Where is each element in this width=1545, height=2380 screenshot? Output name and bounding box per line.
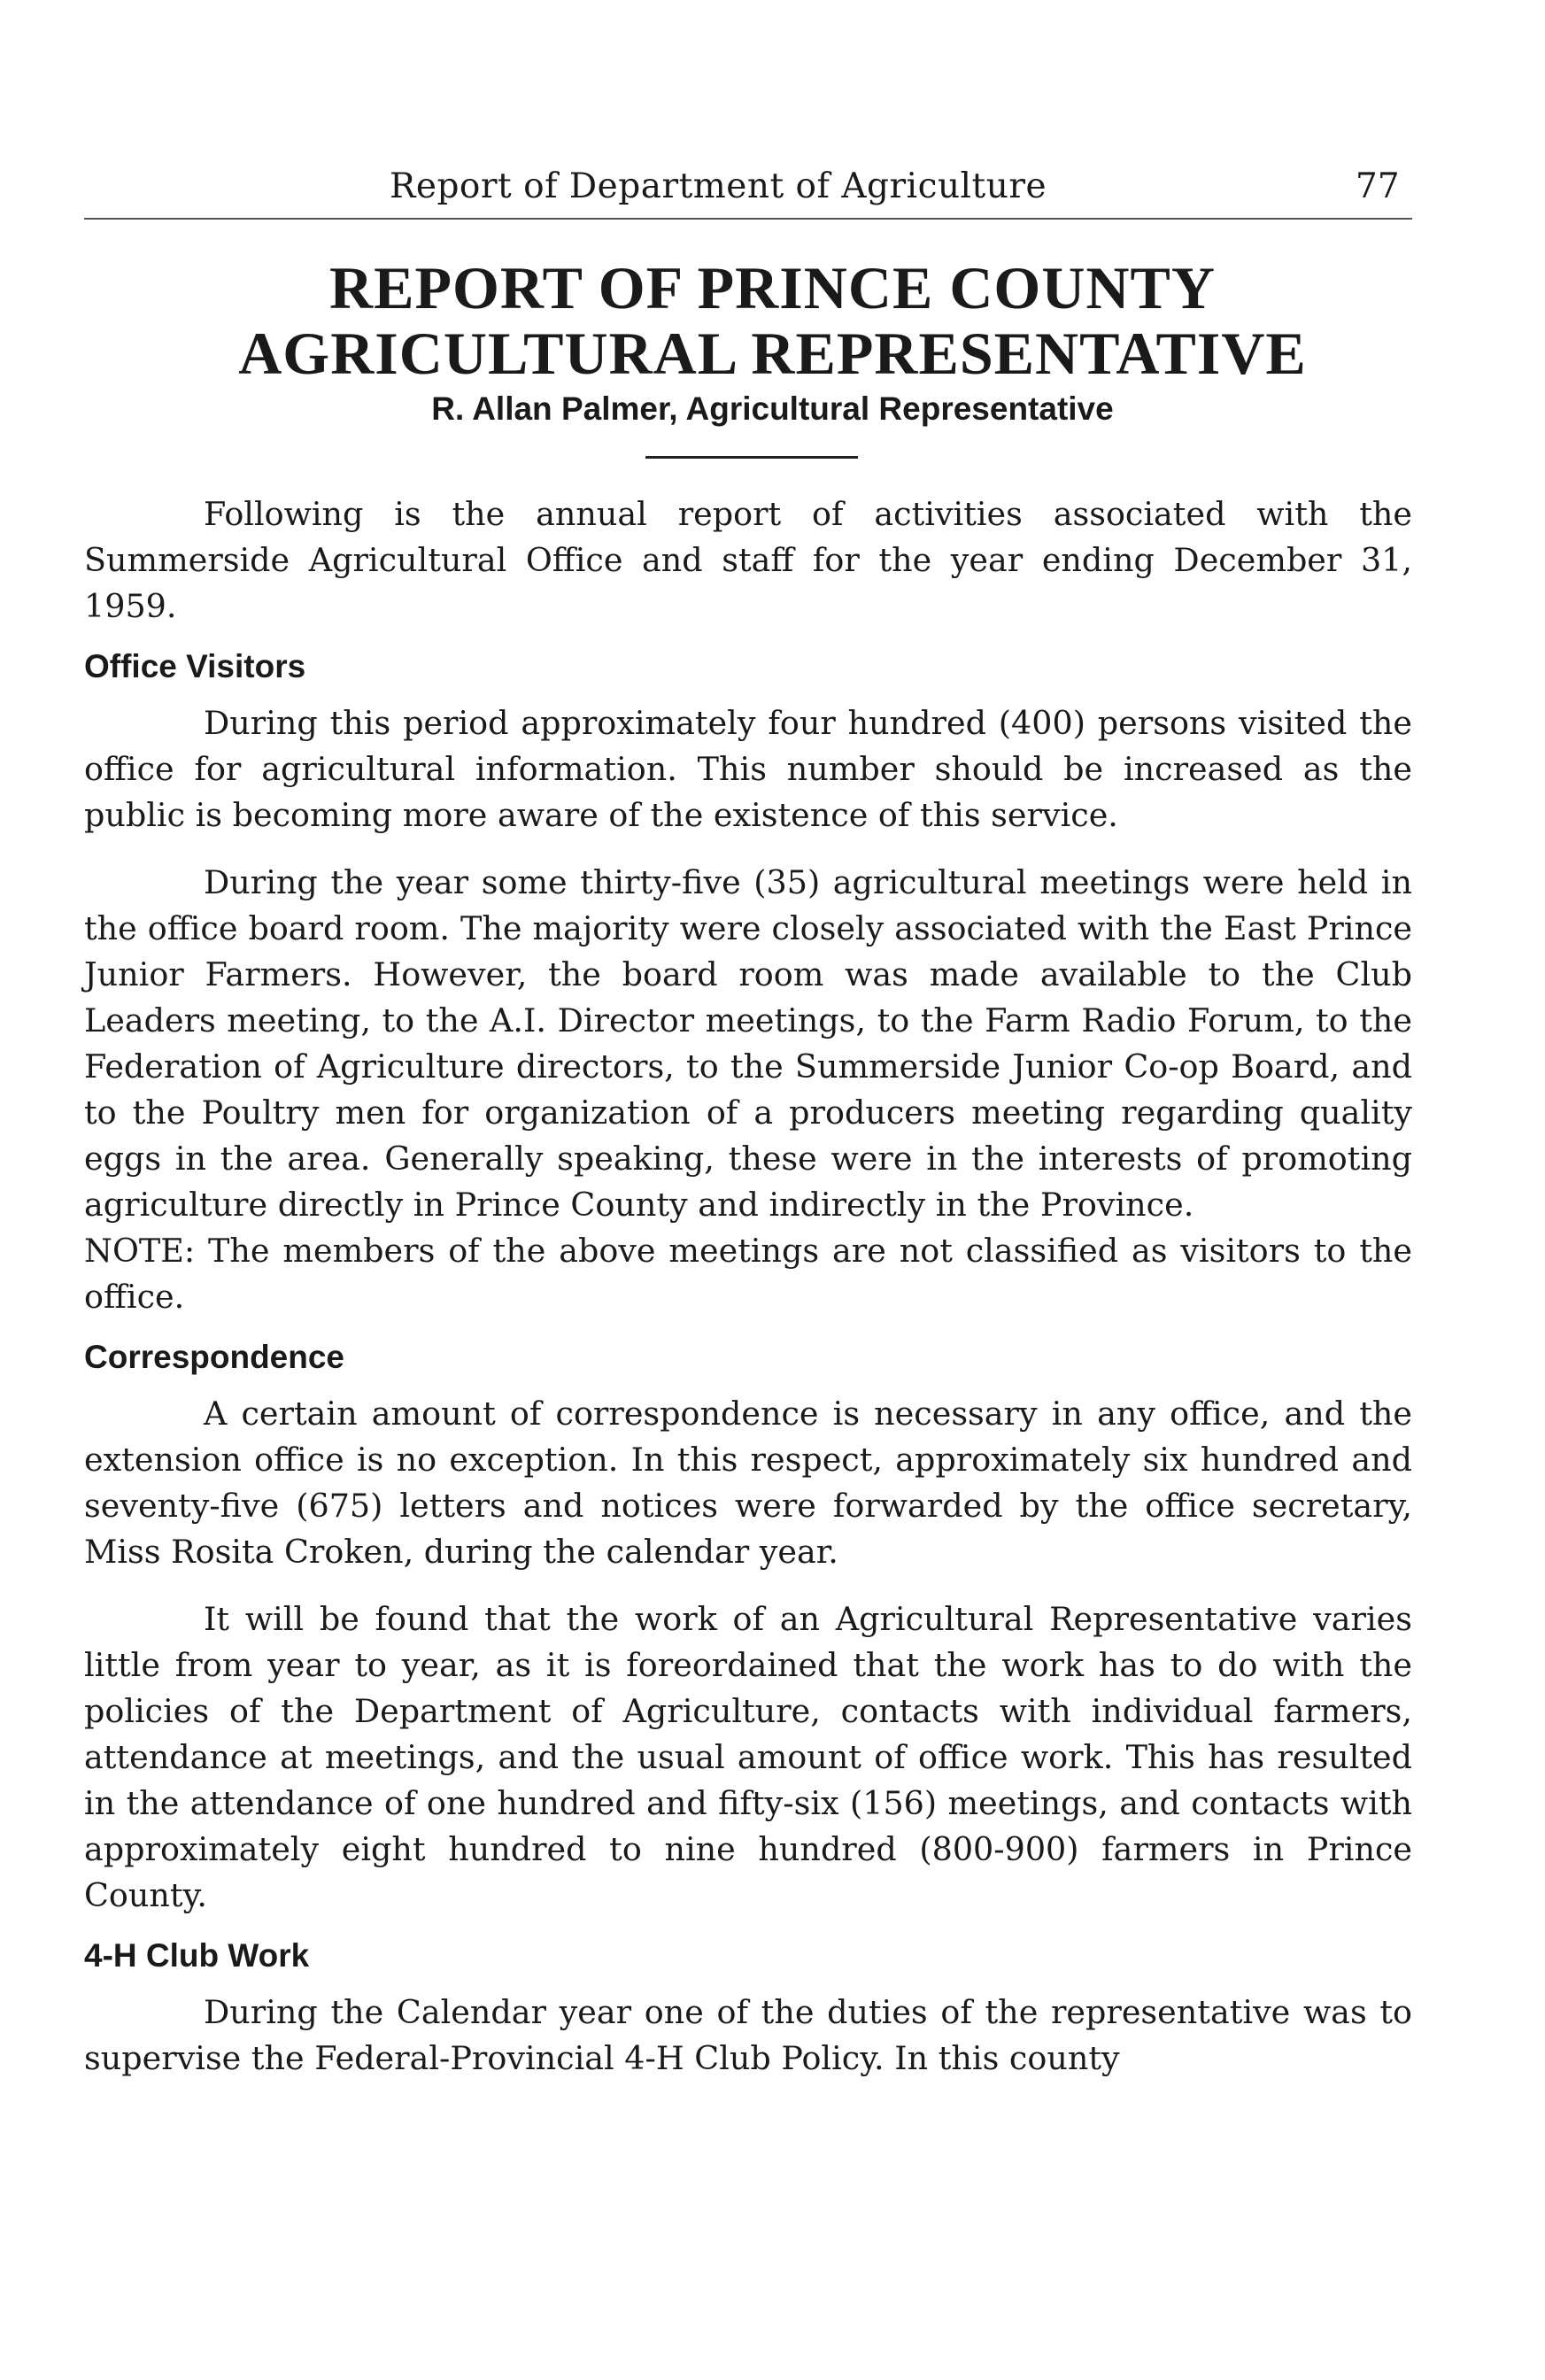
correspondence-paragraph-2: It will be found that the work of an Agricultural Representative varies little from year to year, as it is foreordained that the work has to do with the policies of the Department of Agriculture, contacts with individual farmers, attendance at meetings, and the usual amount of office work. This has resulted in the attendance of one hundred and fifty-six (156) meetings, and contacts with approximately eight hundred to nine hundred (800-900) farmers in Prince County. <box>84 1600 1412 1914</box>
title-divider <box>645 456 858 459</box>
intro-paragraph: Following is the annual report of activities associated with the Summerside Agricultural Office and staff for the year ending December 31, 1959. <box>84 495 1412 625</box>
report-title <box>0 255 1545 386</box>
correspondence-paragraph-1: A certain amount of correspondence is necessary in any office, and the extension office is no exception. In this respect, approximately six hundred and seventy-five (675) letters and notices were forwarded by the office secretary, Miss Rosita Croken, during the calendar year. <box>84 1395 1412 1571</box>
report-title-line-1: REPORT OF PRINCE COUNTY <box>329 254 1216 321</box>
report-title-line-2: AGRICULTURAL REPRESENTATIVE <box>238 320 1307 387</box>
office-visitors-paragraph-1: During this period approximately four hundred (400) persons visited the office for agricultural information. This number should be increased as the public is becoming more aware of the existence of this service. <box>84 704 1412 834</box>
running-head: Report of Department of Agriculture <box>390 166 1047 206</box>
header-divider <box>84 218 1412 220</box>
section-heading-correspondence: Correspondence <box>84 1339 345 1375</box>
office-visitors-note: NOTE: The members of the above meetings are not classified as visitors to the office. <box>84 1232 1412 1316</box>
section-heading-office-visitors: Office Visitors <box>84 648 306 684</box>
title-block <box>0 255 1545 430</box>
section-heading-4h-club-work: 4-H Club Work <box>84 1937 310 1974</box>
author-byline: R. Allan Palmer, Agricultural Representative <box>431 390 1114 427</box>
page-number: 77 <box>1356 166 1400 206</box>
club-work-paragraph-1: During the Calendar year one of the duties of the representative was to supervise the Federal-Provincial 4-H Club Policy. In this county <box>84 1993 1412 2077</box>
office-visitors-paragraph-2: During the year some thirty-five (35) agricultural meetings were held in the office board room. The majority were closely associated with the East Prince Junior Farmers. However, the board room was made available to the Club Leaders meeting, to the A.I. Director meetings, to the Farm Radio Forum, to the Federation of Agriculture directors, to the Summerside Junior Co-op Board, and to the Poultry men for organization of a producers meeting regarding quality eggs in the area. Generally speaking, these were in the interests of promoting agriculture directly in Prince County and indirectly in the Province. <box>84 863 1412 1224</box>
report-body <box>84 491 1412 2082</box>
